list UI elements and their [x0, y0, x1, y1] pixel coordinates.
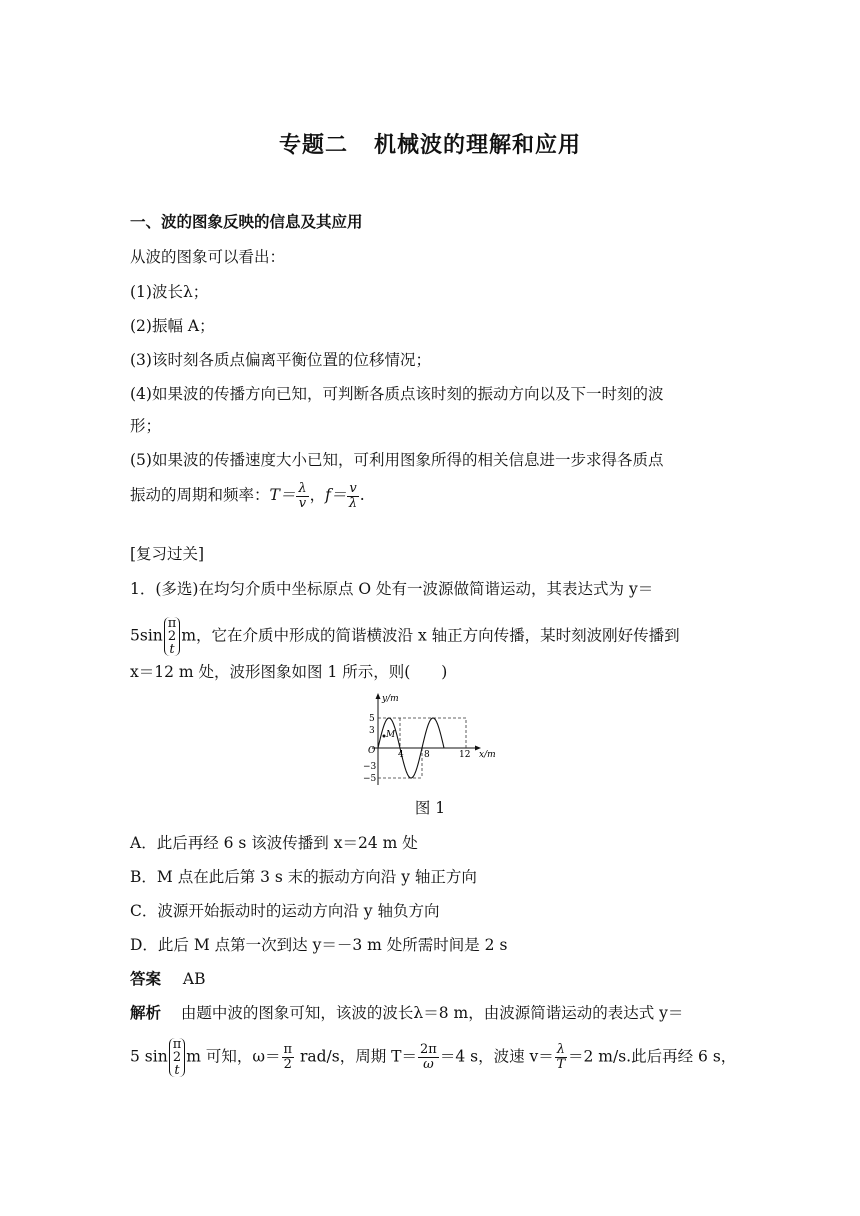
question-line: x＝12 m 处，波形图象如图 1 所示，则( ) — [130, 663, 448, 681]
analysis-text: ＝4 s，波速 v＝ — [439, 1047, 554, 1066]
two: 2 — [172, 1050, 182, 1065]
analysis-line — [130, 1001, 683, 1023]
sin-argument — [164, 617, 181, 656]
fraction-numerator: v — [349, 481, 357, 496]
fraction — [282, 1043, 295, 1071]
x-tick-label: 12 — [459, 750, 471, 760]
arg-bottom — [173, 1051, 182, 1077]
y-tick-label: 5 — [369, 714, 375, 724]
y-tick-label: −3 — [363, 762, 377, 772]
fraction-numerator: π — [283, 1042, 293, 1058]
fraction — [347, 482, 358, 510]
y-axis-label: y/m — [382, 694, 399, 704]
section-heading: 一、波的图象反映的信息及其应用 — [130, 213, 363, 231]
option-b: B．M 点在此后第 3 s 末的振动方向沿 y 轴正方向 — [130, 868, 477, 886]
title-part2: 机械波的理解和应用 — [374, 133, 582, 158]
analysis-text: rad/s，周期 T＝ — [299, 1047, 417, 1066]
analysis-formula-line — [130, 1038, 736, 1077]
pi-symbol: π — [167, 616, 177, 631]
page-title — [0, 128, 860, 159]
question-line: 1．(多选)在均匀介质中坐标原点 O 处有一波源做简谐运动，其表达式为 y＝ — [130, 580, 654, 598]
arg-bottom — [168, 630, 177, 656]
list-item: (1)波长λ； — [130, 283, 209, 301]
formula-f: f＝ — [325, 486, 347, 505]
list-item: (4)如果波的传播方向已知，可判断各质点该时刻的振动方向以及下一时刻的波 — [130, 385, 664, 403]
question-line — [130, 617, 680, 656]
fraction-denominator: λ — [348, 495, 358, 511]
analysis-text: m 可知，ω＝ — [186, 1047, 281, 1066]
y-axis-arrow — [376, 693, 381, 699]
list-item: (5)如果波的传播速度大小已知，可利用图象所得的相关信息进一步求得各质点 — [130, 451, 664, 469]
analysis-text: ＝2 m/s.此后再经 6 s， — [568, 1047, 737, 1066]
sin-prefix: 5sin — [130, 626, 163, 645]
answer-line — [130, 967, 205, 989]
list-item: 形； — [130, 417, 162, 435]
origin-label: O — [368, 746, 376, 756]
t-var: t — [174, 1063, 180, 1078]
x-tick-label: 4 — [398, 750, 404, 760]
sin-prefix: 5 sin — [130, 1047, 168, 1066]
answer-label: 答案 — [130, 970, 162, 988]
fraction — [296, 482, 308, 510]
list-item: (3)该时刻各质点偏离平衡位置的位移情况； — [130, 351, 431, 369]
y-tick-label: −5 — [363, 774, 377, 784]
review-label: [复习过关] — [130, 545, 205, 563]
formula-T: T＝ — [269, 486, 296, 505]
title-part1: 专题二 — [278, 133, 348, 158]
option-c: C．波源开始振动时的运动方向沿 y 轴负方向 — [130, 902, 440, 920]
formula-sep: ， — [309, 486, 326, 505]
pi-symbol: π — [172, 1037, 182, 1052]
wave-figure — [358, 690, 508, 790]
fraction-numerator: 2π — [420, 1042, 437, 1058]
figure-caption: 图 1 — [414, 799, 446, 817]
analysis-label: 解析 — [130, 1004, 162, 1022]
formula-end: . — [359, 486, 365, 505]
point-m-label: M — [386, 730, 396, 740]
fraction-denominator: 2 — [283, 1057, 292, 1072]
t-var: t — [169, 642, 175, 657]
list-item: (2)振幅 A； — [130, 317, 215, 335]
option-a: A．此后再经 6 s 该波传播到 x＝24 m 处 — [130, 834, 418, 852]
fraction-denominator: T — [556, 1057, 566, 1072]
answer-value: AB — [182, 970, 206, 988]
formula-line — [130, 482, 365, 510]
fraction — [418, 1043, 439, 1071]
x-axis-label: x/m — [479, 750, 496, 760]
option-d: D．此后 M 点第一次到达 y＝－3 m 处所需时间是 2 s — [130, 936, 508, 954]
fraction-numerator: λ — [298, 481, 307, 496]
two: 2 — [167, 629, 177, 644]
question-line2-suffix: m，它在介质中形成的简谐横波沿 x 轴正方向传播，某时刻波刚好传播到 — [181, 626, 680, 645]
fraction — [555, 1043, 567, 1071]
fraction-denominator: v — [298, 495, 307, 511]
fraction-denominator: ω — [423, 1057, 434, 1072]
x-tick-label: 8 — [424, 750, 430, 760]
analysis-text: 由题中波的图象可知，该波的波长λ＝8 m，由波源简谐运动的表达式 y＝ — [180, 1004, 684, 1022]
y-tick-label: 3 — [369, 726, 375, 736]
fraction-numerator: λ — [556, 1042, 566, 1058]
formula-prefix: 振动的周期和频率： — [130, 486, 270, 505]
section-intro: 从波的图象可以看出： — [130, 248, 286, 266]
sin-argument — [169, 1038, 186, 1077]
